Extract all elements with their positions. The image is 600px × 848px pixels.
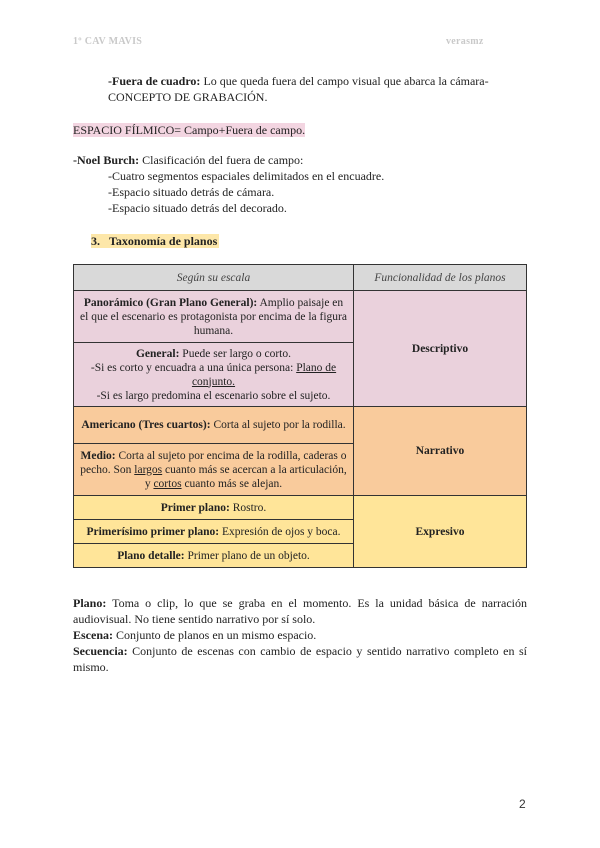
definition-secuencia xyxy=(73,643,527,675)
espacio-filmico-highlight: ESPACIO FÍLMICO= Campo+Fuera de campo. xyxy=(73,123,306,137)
noel-burch-list xyxy=(108,168,384,216)
list-item: -Espacio situado detrás del decorado. xyxy=(108,201,287,215)
text-general-line2: -Si es corto y encuadra a una única persona: xyxy=(90,361,297,374)
espacio-filmico-line xyxy=(73,122,305,138)
term-plano: Plano: xyxy=(73,596,107,610)
page-number: 2 xyxy=(519,797,526,811)
column-header-escala: Según su escala xyxy=(74,265,354,291)
text-medio-2: cuanto más se acercan a la articulación, y xyxy=(144,463,347,490)
text-general: Puede ser largo o corto. xyxy=(179,347,291,360)
text-secuencia: Conjunto de escenas con cambio de espacio y sentido narrativo completo en sí mismo. xyxy=(73,644,527,674)
header-course: 1º CAV MAVIS xyxy=(73,36,143,47)
text-escena: Conjunto de planos en un mismo espacio. xyxy=(113,628,317,642)
list-item: -Espacio situado detrás de cámara. xyxy=(108,185,275,199)
cell-primerisimo xyxy=(74,520,354,544)
term-secuencia: Secuencia: xyxy=(73,644,128,658)
definition-plano xyxy=(73,595,527,627)
section-number: 3. xyxy=(91,234,100,248)
fuera-de-cuadro-paragraph xyxy=(108,73,526,105)
text-general-line3: -Si es largo predomina el escenario sobre el sujeto. xyxy=(96,389,331,402)
text-plano: Toma o clip, lo que se graba en el momento. Es la unidad básica de narración audiovisual. No tiene sentido narrativo por sí solo. xyxy=(73,596,527,626)
fuera-de-cuadro-line2: CONCEPTO DE GRABACIÓN. xyxy=(108,90,268,104)
text-cortos: cortos xyxy=(153,477,182,490)
text-americano: Corta al sujeto por la rodilla. xyxy=(210,419,346,431)
cell-americano xyxy=(74,407,354,444)
table-row xyxy=(74,496,527,520)
fuera-de-cuadro-term: -Fuera de cuadro: xyxy=(108,74,201,88)
text-detalle: Primer plano de un objeto. xyxy=(184,549,310,562)
cell-detalle xyxy=(74,544,354,568)
section-3-heading xyxy=(91,233,219,249)
table-row xyxy=(74,291,527,343)
column-header-funcionalidad: Funcionalidad de los planos xyxy=(354,265,527,291)
cell-medio xyxy=(74,444,354,496)
header-author: verasmz xyxy=(446,36,484,47)
section-3-highlight xyxy=(91,234,219,248)
term-panoramico: Panorámico (Gran Plano General): xyxy=(83,296,258,309)
text-primerisimo: Expresión de ojos y boca. xyxy=(219,525,341,538)
function-descriptivo: Descriptivo xyxy=(354,291,527,407)
section-title: Taxonomía de planos xyxy=(109,234,218,248)
term-americano: Americano (Tres cuartos): xyxy=(81,419,211,431)
cell-primer-plano xyxy=(74,496,354,520)
cell-panoramico xyxy=(74,291,354,343)
text-medio-1: Corta al sujeto por encima de la rodilla, caderas o pecho. Son xyxy=(80,449,347,476)
noel-burch-term: -Noel Burch: xyxy=(73,153,140,167)
table-row xyxy=(74,407,527,444)
text-medio-3: cuanto más se alejan. xyxy=(181,477,283,490)
term-general: General: xyxy=(135,347,180,360)
term-detalle: Plano detalle: xyxy=(117,549,185,562)
text-panoramico: Amplio paisaje en el que el escenario es protagonista por encima de la figura humana. xyxy=(80,296,347,337)
function-expresivo: Expresivo xyxy=(354,496,527,568)
term-medio: Medio: xyxy=(80,449,116,462)
taxonomy-table xyxy=(73,264,527,568)
term-primerisimo: Primerísimo primer plano: xyxy=(86,525,220,538)
definitions-block xyxy=(73,595,527,675)
text-largos: largos xyxy=(134,463,163,476)
list-item: -Cuatro segmentos espaciales delimitados en el encuadre. xyxy=(108,169,385,183)
noel-burch-text: Clasificación del fuera de campo: xyxy=(139,153,304,167)
fuera-de-cuadro-text: Lo que queda fuera del campo visual que abarca la cámara- xyxy=(200,74,489,88)
plano-conjunto-link: Plano de conjunto. xyxy=(191,361,337,388)
definition-escena xyxy=(73,627,527,643)
term-primer-plano: Primer plano: xyxy=(160,501,230,514)
cell-general xyxy=(74,343,354,407)
noel-burch-line xyxy=(73,152,303,168)
term-escena: Escena: xyxy=(73,628,113,642)
function-narrativo: Narrativo xyxy=(354,407,527,496)
text-primer-plano: Rostro. xyxy=(229,501,267,514)
table-header-row xyxy=(74,265,527,291)
